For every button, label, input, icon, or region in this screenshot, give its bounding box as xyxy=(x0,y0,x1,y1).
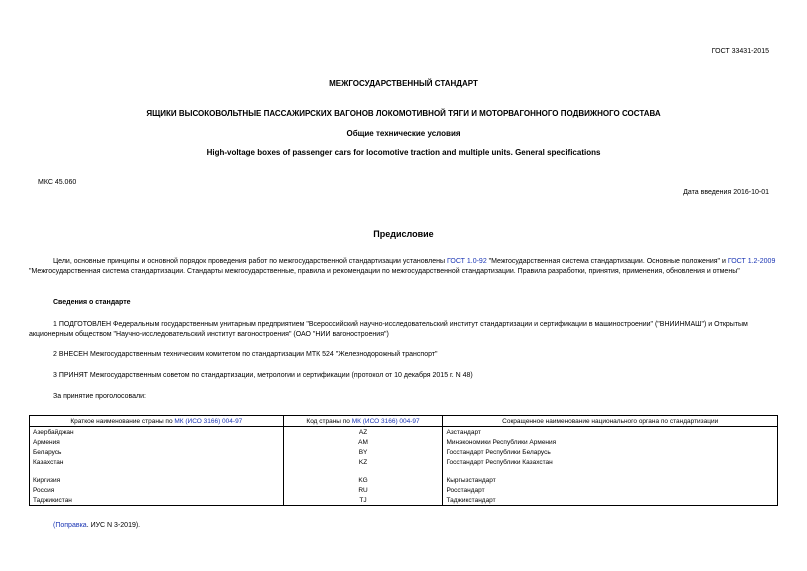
preface-text-3: "Межгосударственная система стандартизации. Стандарты межгосударственные, правила и рекомендации по межгосударственной стандартизации. Правила разработки, принятия, применения, обновления и отмены" xyxy=(29,268,740,275)
cell-country: Казахстан xyxy=(30,457,284,467)
table-row xyxy=(30,475,778,485)
cell-body: Кыргызстандарт xyxy=(443,475,778,485)
cell-body: Азстандарт xyxy=(443,427,778,438)
cell-code: TJ xyxy=(283,495,443,506)
cell-code: KG xyxy=(283,475,443,485)
cell-body: Таджикстандарт xyxy=(443,495,778,506)
table-row xyxy=(30,495,778,506)
amendment-note xyxy=(53,521,140,530)
header-code-text: Код страны по xyxy=(306,417,352,425)
info-heading: Сведения о стандарте xyxy=(53,299,131,306)
header-country-link[interactable]: МК (ИСО 3166) 004-97 xyxy=(174,417,243,425)
amendment-open: ( xyxy=(53,522,56,529)
intro-date: Дата введения 2016-10-01 xyxy=(683,189,769,196)
gost-1-2-2009-link[interactable]: ГОСТ 1.2-2009 xyxy=(727,258,776,265)
amendment-rest: . ИУС N 3-2019). xyxy=(86,522,141,529)
cell-country: Россия xyxy=(30,485,284,495)
document-code: ГОСТ 33431-2015 xyxy=(711,48,769,55)
cell-code: AZ xyxy=(283,427,443,438)
cell-body: Госстандарт Республики Беларусь xyxy=(443,447,778,457)
header-code xyxy=(283,416,443,427)
table-row xyxy=(30,457,778,467)
cell-code: BY xyxy=(283,447,443,457)
item-1: 1 ПОДГОТОВЛЕН Федеральным государственным унитарным предприятием "Всероссийский научно-исследовательский институт стандартизации и сертификации в машиностроении" ("ВНИИНМАШ") и Открытым акционерным обществом "Научно-исследовательский институт вагоностроения" (ОАО "НИИ вагоностроения") xyxy=(29,321,748,338)
document-subtitle-ru: Общие технические условия xyxy=(346,129,461,138)
mks-code: МКС 45.060 xyxy=(38,179,77,186)
table-row xyxy=(30,437,778,447)
document-title-en: High-voltage boxes of passenger cars for locomotive traction and multiple units. General specifications xyxy=(206,148,601,157)
item-3: 3 ПРИНЯТ Межгосударственным советом по стандартизации, метрологии и сертификации (протокол от 10 декабря 2015 г. N 48) xyxy=(53,372,473,379)
preface-heading: Предисловие xyxy=(373,229,434,239)
document-title-ru: ЯЩИКИ ВЫСОКОВОЛЬТНЫЕ ПАССАЖИРСКИХ ВАГОНОВ ЛОКОМОТИВНОЙ ТЯГИ И МОТОРВАГОННОГО ПОДВИЖНОГО СОСТАВА xyxy=(146,109,661,118)
standard-type: МЕЖГОСУДАРСТВЕННЫЙ СТАНДАРТ xyxy=(329,79,478,88)
preface-text-1: Цели, основные принципы и основной порядок проведения работ по межгосударственной стандартизации установлены xyxy=(53,258,447,265)
cell-code: AM xyxy=(283,437,443,447)
cell-body: Госстандарт Республики Казахстан xyxy=(443,457,778,467)
table-header-row xyxy=(30,416,778,427)
voted-label: За принятие проголосовали: xyxy=(53,393,146,400)
cell-code xyxy=(283,467,443,475)
gost-1-0-92-link[interactable]: ГОСТ 1.0-92 xyxy=(446,258,487,265)
table-row xyxy=(30,447,778,457)
cell-country: Киргизия xyxy=(30,475,284,485)
cell-country: Таджикистан xyxy=(30,495,284,506)
cell-country: Азербайджан xyxy=(30,427,284,438)
table-row-blank xyxy=(30,467,778,475)
cell-country xyxy=(30,467,284,475)
header-code-link[interactable]: МК (ИСО 3166) 004-97 xyxy=(351,417,420,425)
item-2: 2 ВНЕСЕН Межгосударственным техническим комитетом по стандартизации МТК 524 "Железнодорожный транспорт" xyxy=(53,351,438,358)
cell-country: Беларусь xyxy=(30,447,284,457)
header-body: Сокращенное наименование национального органа по стандартизации xyxy=(443,416,778,427)
cell-code: RU xyxy=(283,485,443,495)
header-country-text: Краткое наименование страны по xyxy=(70,417,175,425)
cell-country: Армения xyxy=(30,437,284,447)
preface-text-2: "Межгосударственная система стандартизации. Основные положения" и xyxy=(486,258,728,265)
table-row xyxy=(30,427,778,438)
amendment-link[interactable]: Поправка xyxy=(55,522,87,529)
agreement-table xyxy=(29,415,778,506)
cell-body: Минэкономики Республики Армения xyxy=(443,437,778,447)
cell-body: Росстандарт xyxy=(443,485,778,495)
header-country xyxy=(30,416,284,427)
cell-body xyxy=(443,467,778,475)
table-row xyxy=(30,485,778,495)
cell-code: KZ xyxy=(283,457,443,467)
preface-paragraph xyxy=(29,257,777,277)
